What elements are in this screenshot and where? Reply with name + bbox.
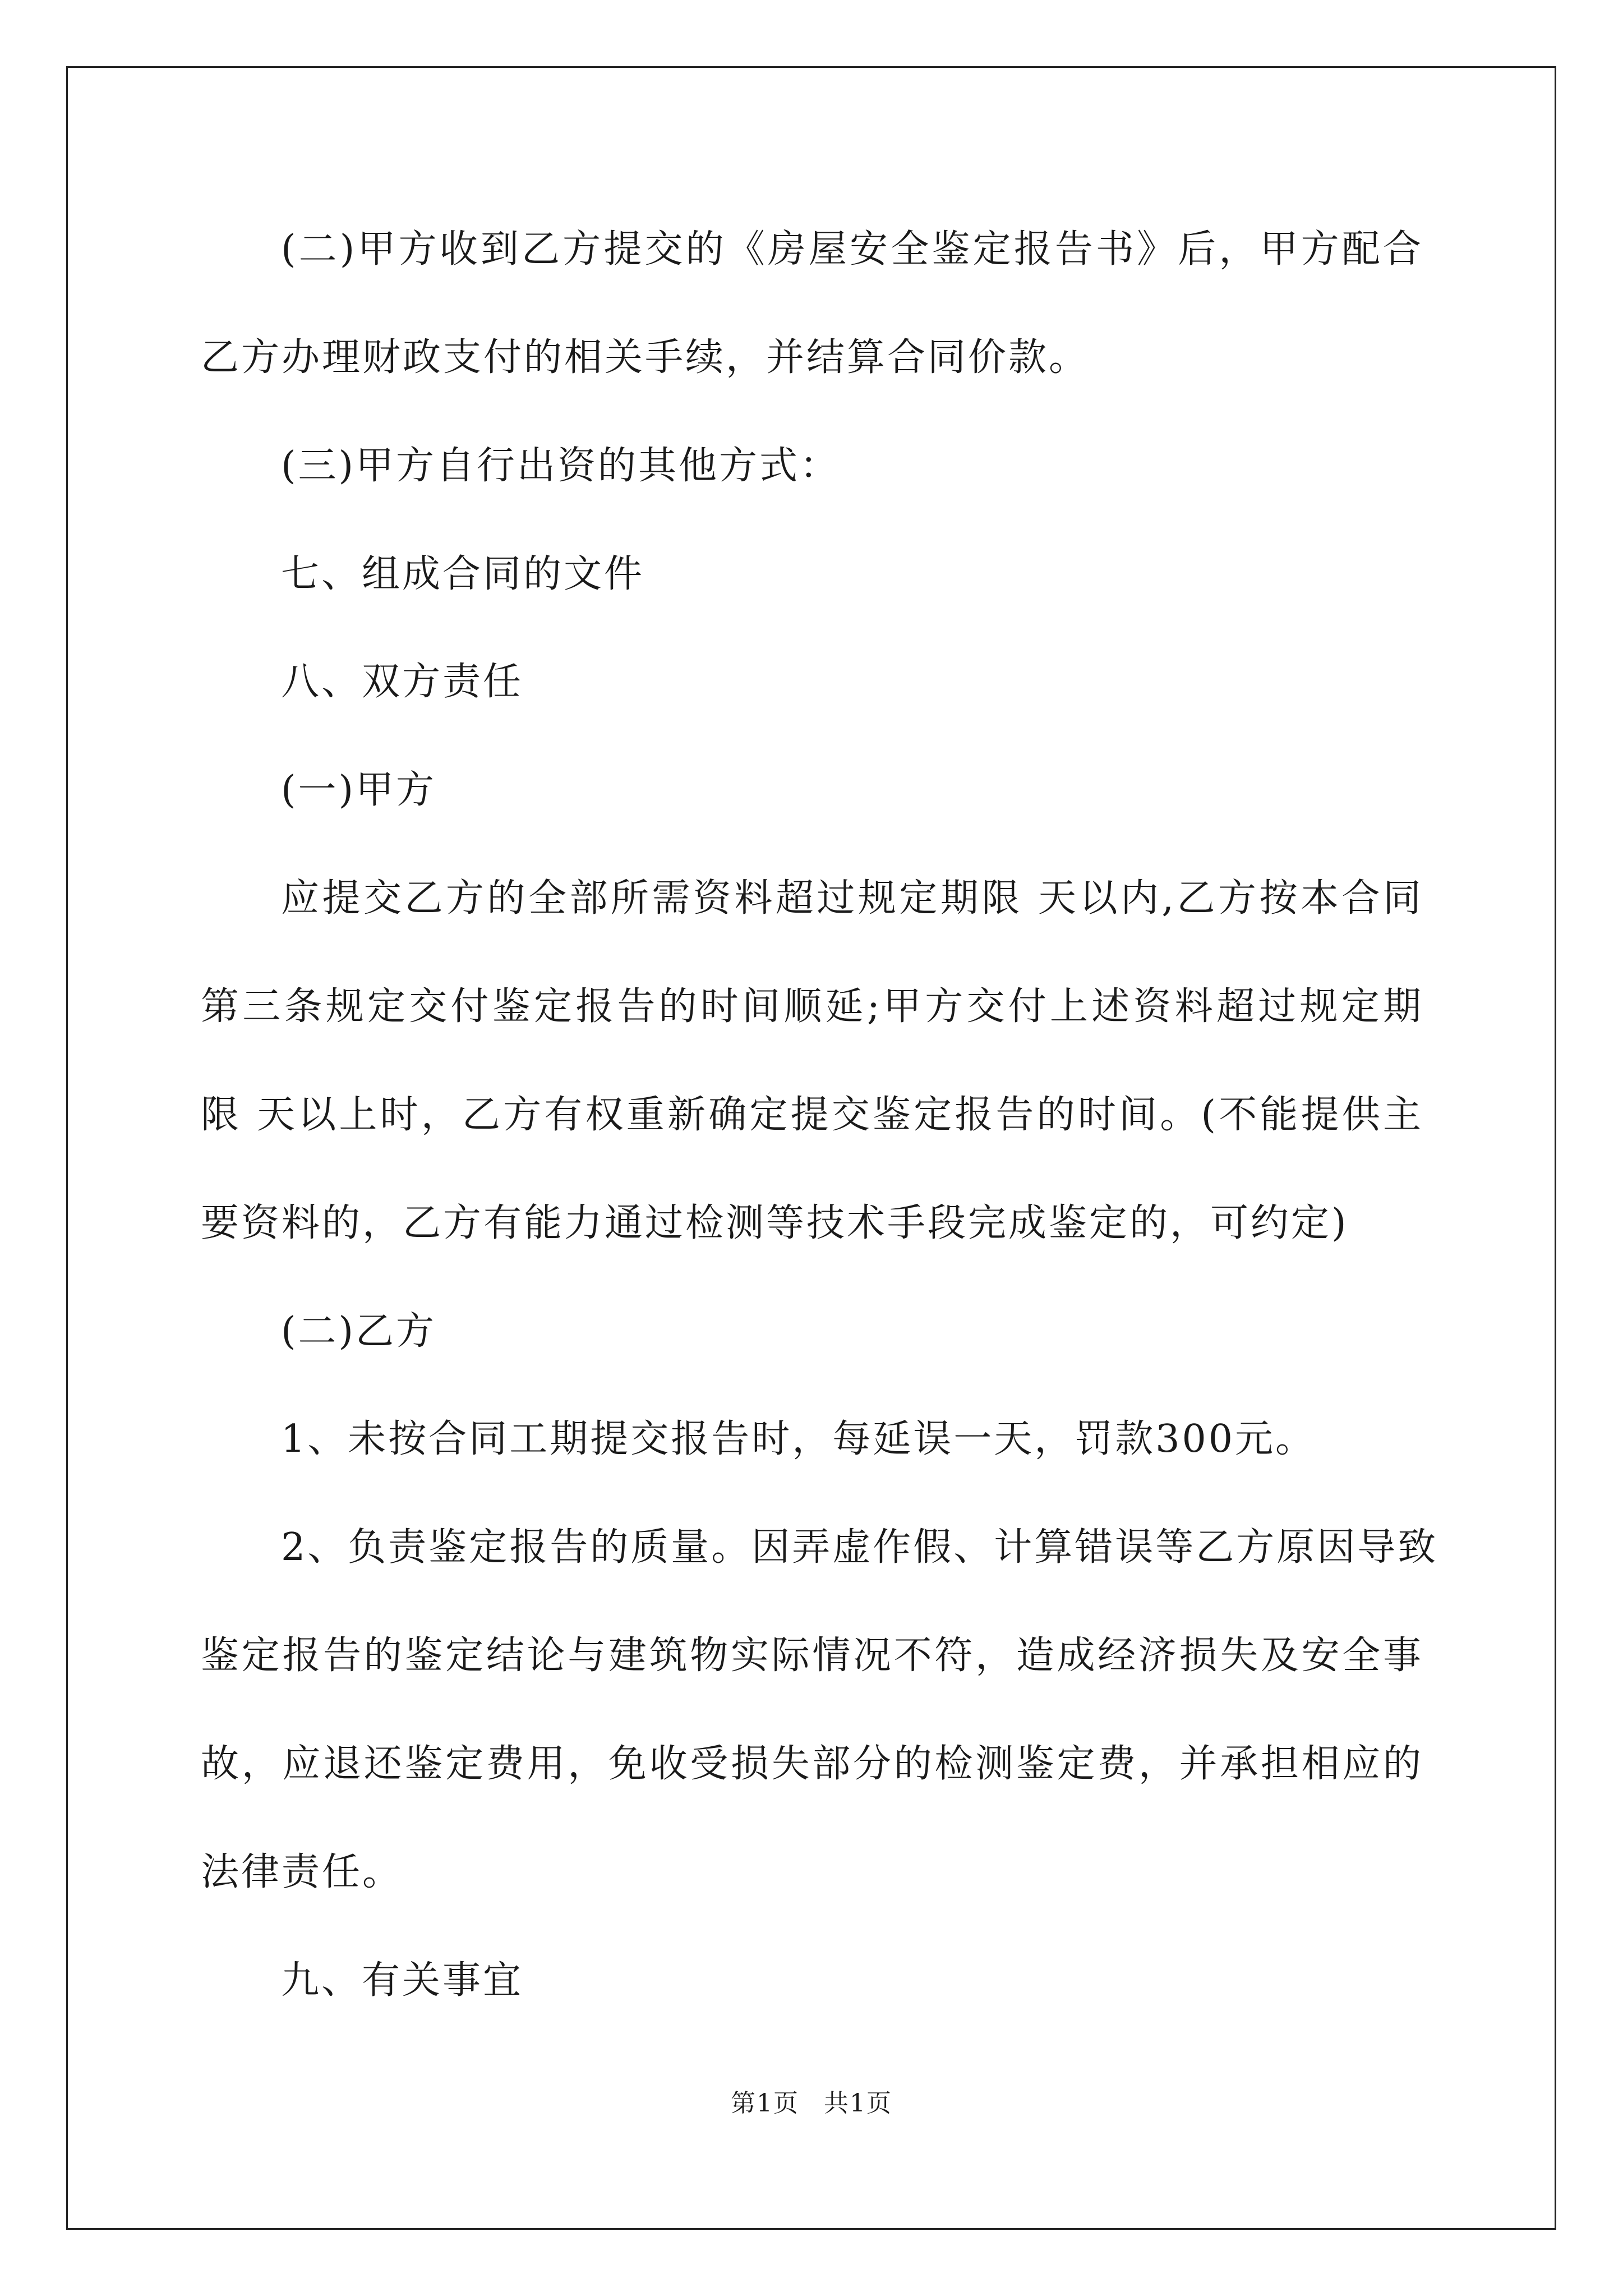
heading-section-8: 八、双方责任 <box>281 660 524 704</box>
paragraph-3: (三)甲方自行出资的其他方式： <box>281 444 841 488</box>
paragraph-2-line-2: 乙方办理财政支付的相关手续，并结算合同价款。 <box>201 335 1090 380</box>
heading-party-a: (一)甲方 <box>281 768 437 812</box>
heading-section-7: 七、组成合同的文件 <box>281 552 645 596</box>
party-b-item-2-line-3: 故，应退还鉴定费用，免收受损失部分的检测鉴定费，并承担相应的 <box>201 1742 1423 1786</box>
paragraph-2-line-1: (二)甲方收到乙方提交的《房屋安全鉴定报告书》后，甲方配合 <box>281 227 1423 272</box>
party-a-paragraph-line-4: 要资料的，乙方有能力通过检测等技术手段完成鉴定的，可约定) <box>201 1201 1349 1245</box>
party-a-paragraph-line-3: 限 天以上时，乙方有权重新确定提交鉴定报告的时间。(不能提供主 <box>201 1093 1423 1137</box>
heading-section-9: 九、有关事宜 <box>281 1958 524 2003</box>
party-b-item-2-line-1: 2、负责鉴定报告的质量。因弄虚作假、计算错误等乙方原因导致 <box>281 1525 1438 1570</box>
party-a-paragraph-line-1: 应提交乙方的全部所需资料超过规定期限 天以内,乙方按本合同 <box>281 876 1423 921</box>
heading-party-b: (二)乙方 <box>281 1309 437 1354</box>
page-border <box>66 66 1556 2230</box>
party-b-item-1: 1、未按合同工期提交报告时，每延误一天，罚款300元。 <box>281 1417 1316 1461</box>
party-b-item-2-line-4: 法律责任。 <box>201 1850 403 1894</box>
party-a-paragraph-line-2: 第三条规定交付鉴定报告的时间顺延;甲方交付上述资料超过规定期 <box>201 984 1423 1029</box>
party-b-item-2-line-2: 鉴定报告的鉴定结论与建筑物实际情况不符，造成经济损失及安全事 <box>201 1634 1423 1678</box>
page-footer: 第1页 共1页 <box>731 2089 892 2118</box>
